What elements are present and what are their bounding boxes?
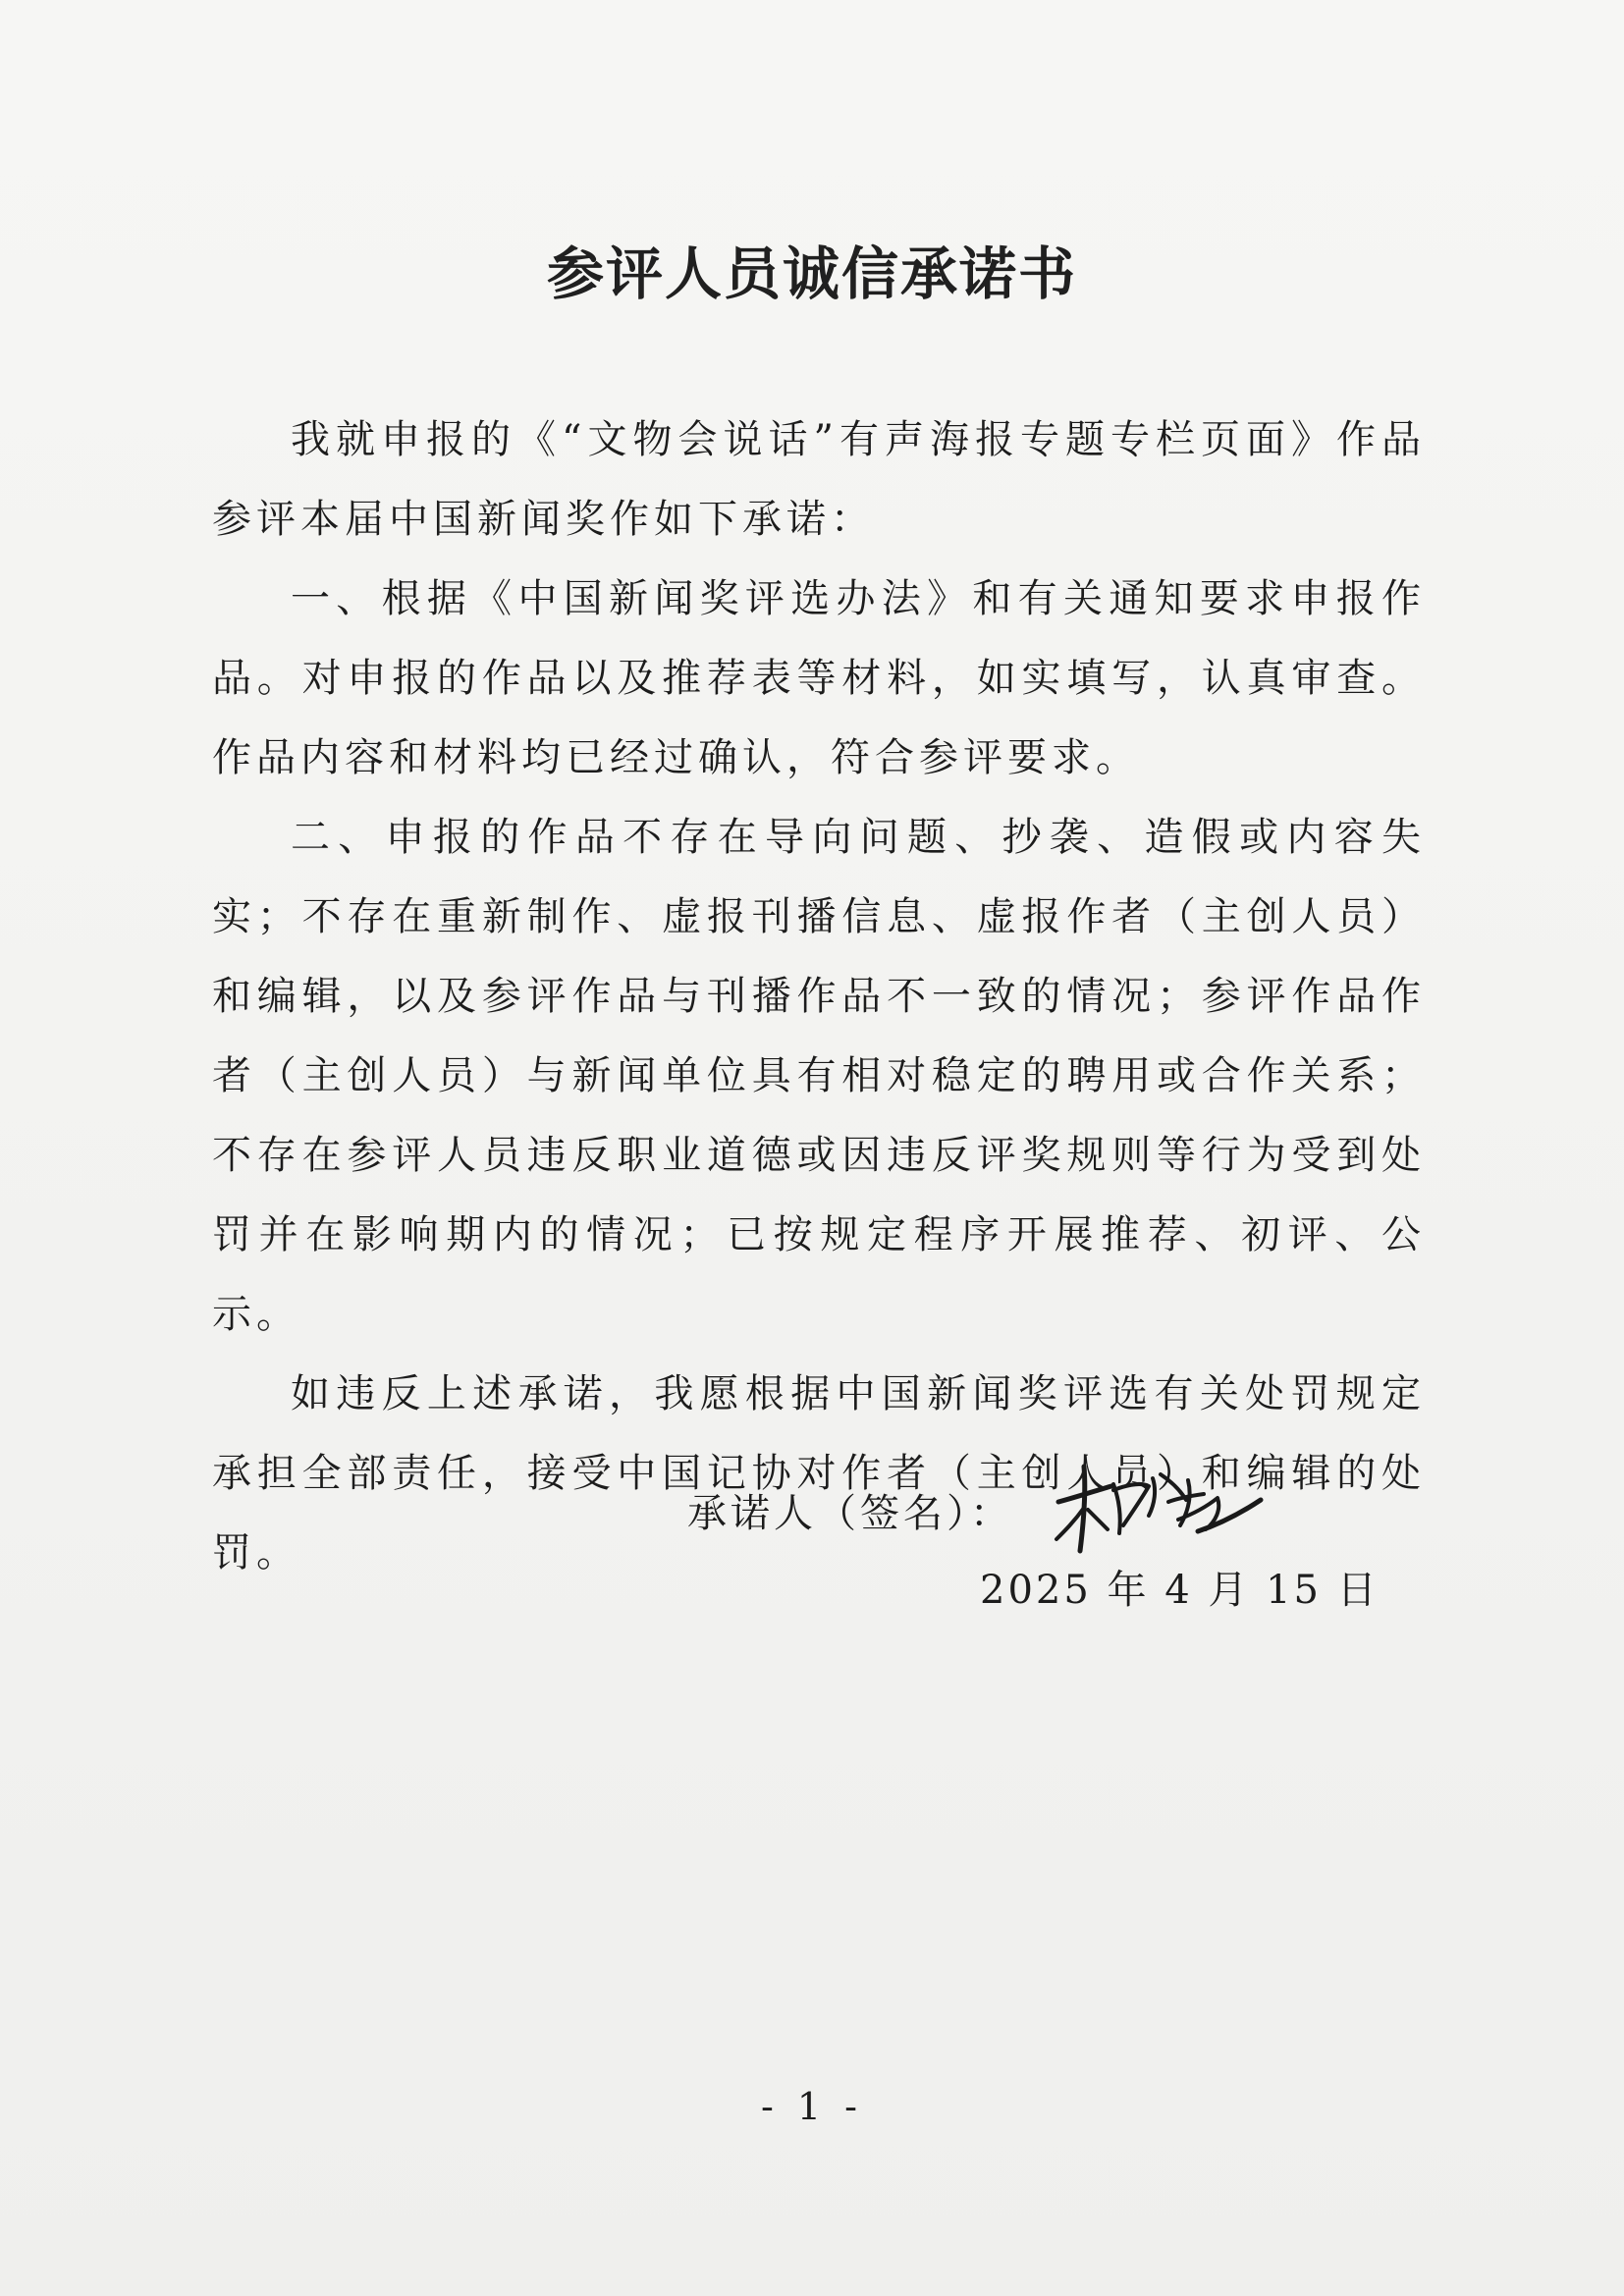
paragraph-intro: 我就申报的《“文物会说话”有声海报专题专栏页面》作品参评本届中国新闻奖作如下承诺：: [212, 417, 1426, 542]
paragraph-commitment-1: 一、根据《中国新闻奖评选办法》和有关通知要求申报作品。对申报的作品以及推荐表等材料，如实填写，认真审查。作品内容和材料均已经过确认，符合参评要求。: [212, 576, 1426, 780]
document-body: [212, 400, 1426, 1593]
signing-date: 2025 年 4 月 15 日: [980, 1568, 1380, 1613]
page-number: - 1 -: [760, 2085, 863, 2128]
paragraph-commitment-2: 二、申报的作品不存在导向问题、抄袭、造假或内容失实；不存在重新制作、虚报刊播信息、虚报作者（主创人员）和编辑，以及参评作品与刊播作品不一致的情况；参评作品作者（主创人员）与新闻单位具有相对稳定的聘用或合作关系；不存在参评人员违反职业道德或因违反评奖规则等行为受到处罚并在影响期内的情况；已按规定程序开展推荐、初评、公示。: [212, 815, 1426, 1337]
signature-label: 承诺人（签名）：: [687, 1491, 1013, 1536]
signature-row: [687, 1461, 1434, 1569]
document-title: 参评人员诚信承诺书: [546, 240, 1077, 307]
paragraph-liability: 如违反上述承诺，我愿根据中国新闻奖评选有关处罚规定承担全部责任，接受中国记协对作者（主创人员）和编辑的处罚。: [212, 1371, 1426, 1575]
handwritten-signature: [1051, 1461, 1267, 1559]
